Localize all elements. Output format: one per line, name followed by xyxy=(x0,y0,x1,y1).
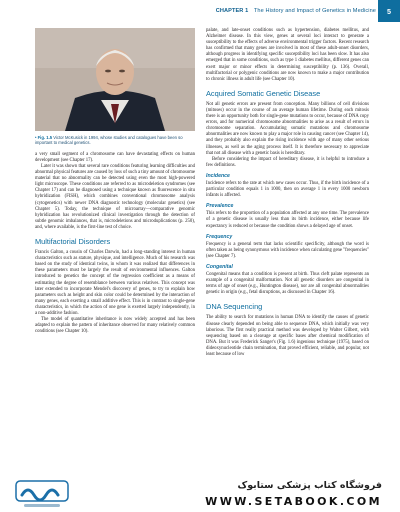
subsection-heading: Prevalence xyxy=(206,203,234,210)
paragraph: The ability to search for mutations in human DNA to identify the causes of genetic disease clearly depended on being able to sequence DNA, which initially was very laborious. The first really practical method was developed by Walter Gilbert, with sequencing based on a cleavage at specific bases after chemical modification of DNA. But it was Frederick Sanger's (Fig. 1.6) ingenious technique (1975), based on dideoxynucleotide chain termination, that proved efficient, reliable, and popular, not least because of low xyxy=(206,315,369,358)
left-column xyxy=(35,28,195,335)
paragraph: Before considering the impact of hereditary disease, it is helpful to introduce a few definitions. xyxy=(206,156,369,168)
paragraph: Congenital means that a condition is present at birth. Thus cleft palate represents an example of a congenital malformation. Not all genetic disorders are congenital in terms of age of onset (e.g., Huntington disease), nor are all congenital abnormalities genetic in origin (e.g., fetal disruptions, as discussed in Chapter 16). xyxy=(206,272,369,296)
paragraph: Later it was shown that several rare conditions featuring learning difficulties and abnormal physical features are caused by loss of such a tiny amount of chromosome material that no abnormality can be detected using even the most high-powered light microscope. These conditions are referred to as microdeletion syndromes (see Chapter 17) and can be diagnosed using a technique known as fluorescence in situ hybridization (FISH), which combines conventional chromosome analysis (cytogenetics) with newer DNA diagnostic technology (molecular genetics) (see Chapter 5). Today, the technique of microarray—comparative genomic hybridization has revolutionized clinical investigation through the detection of subtle genomic imbalances, that is, microdeletions and microduplications (p. 250), and, where available, is the first-line test of choice. xyxy=(35,164,196,230)
paragraph: The model of quantitative inheritance is now widely accepted and has been adapted to explain the pattern of inheritance observed for many relatively common conditions (see Chapter 10). xyxy=(35,317,195,335)
paragraph: Incidence refers to the rate at which new cases occur. Thus, if the birth incidence of a particular condition equals 1 in 1000, then on average 1 in every 1000 newborn infants is affected. xyxy=(206,180,369,199)
page-header xyxy=(0,0,400,24)
paragraph: a very small segment of a chromosome can have devastating effects on human development (see Chapter 17). xyxy=(35,151,195,163)
figure-caption xyxy=(35,135,195,146)
paragraph: Frequency is a general term that lacks scientific specificity, although the word is often taken as being synonymous with incidence when calculating gene "frequencies" (see Chapter 7). xyxy=(206,241,369,259)
paragraph: Not all genetic errors are present from conception. Many billions of cell divisions (mitoses) occur in the course of an average human lifetime. During each mitosis there is an opportunity both for single-gene mutations to occur, because of DNA copy errors, and for numerical chromosome abnormalities to arise as a result of errors in chromosome separation. Accumulating somatic mutations and chromosome abnormalities are now known to play a major role in causing cancer (see Chapter 14), and they probably also explain the rising incidence with age of many other serious illnesses, as well as the aging process itself. It is therefore necessary to appreciate that not all disease with a genetic basis is hereditary. xyxy=(206,101,369,156)
figure-caption-text: Victor McKusick in 1994, whose studies and catalogues have been so important to medical genetics. xyxy=(35,135,183,146)
page-number: 5 xyxy=(378,0,400,22)
subsection-heading: Incidence xyxy=(206,172,230,179)
figure-label: • Fig. 1.5 xyxy=(35,135,53,140)
section-heading: Multifactorial Disorders xyxy=(35,237,111,247)
subsection-heading: Frequency xyxy=(206,233,233,240)
right-column xyxy=(206,28,369,358)
chapter-label: CHAPTER 1 xyxy=(215,8,249,14)
setabook-logo-icon xyxy=(14,477,70,511)
watermark-url[interactable]: WWW.SETABOOK.COM xyxy=(205,495,382,508)
portrait-image xyxy=(35,28,195,131)
section-heading: Acquired Somatic Genetic Disease xyxy=(206,88,321,98)
watermark-banner xyxy=(0,476,400,512)
paragraph: palate, and late-onset conditions such as hypertension, diabetes mellitus, and Alzheimer disease. In this view, genes at several loci interact to generate a susceptibility to the effects of adverse environmental trigger factors. Recent research has confirmed that many genes are involved in most of these adult-onset disorders, although progress in identifying specific susceptibility loci has been slow. It has also emerged that in some conditions, such as type 1 diabetes mellitus, different genes can exert major or minor effects in determining susceptibility (p. 136). Overall, multifactorial or polygenic conditions are now known to make a major contribution to chronic illness in adult life (see Chapter 10). xyxy=(206,28,369,82)
subsection-heading: Congenital xyxy=(206,264,233,270)
figure-photo xyxy=(35,28,195,131)
watermark-persian-text: فروشگاه کتاب پزشکی ستابوک xyxy=(237,480,382,491)
chapter-title: The History and Impact of Genetics in Medicine xyxy=(253,8,376,14)
running-header xyxy=(216,8,376,14)
paragraph: This refers to the proportion of a population affected at any one time. The prevalence of a genetic disease is usually less than its birth incidence, either because life expectancy is reduced or because the condition shows a delayed age of onset. xyxy=(206,211,369,229)
section-heading: DNA Sequencing xyxy=(206,302,263,312)
setabook-logo xyxy=(14,476,70,512)
paragraph: Francis Galton, a cousin of Charles Darwin, had a long-standing interest in human characteristics such as stature, physique, and intelligence. Much of his research was based on the study of identical twins, in whom it was realized that differences in these parameters must be largely the result of environmental influences. Galton introduced to genetics the concept of the regression coefficient as a means of estimating the degree of resemblance between various relatives. This concept was later extended to incorporate Mendel's discovery of genes, to try to explain how parameters such as height and skin color could be determined by the interaction of many genes, each exerting a small additive effect. This is in contrast to single-gene characteristics, in which the action of one gene is exerted largely independently, in a non-additive fashion. xyxy=(35,250,195,316)
